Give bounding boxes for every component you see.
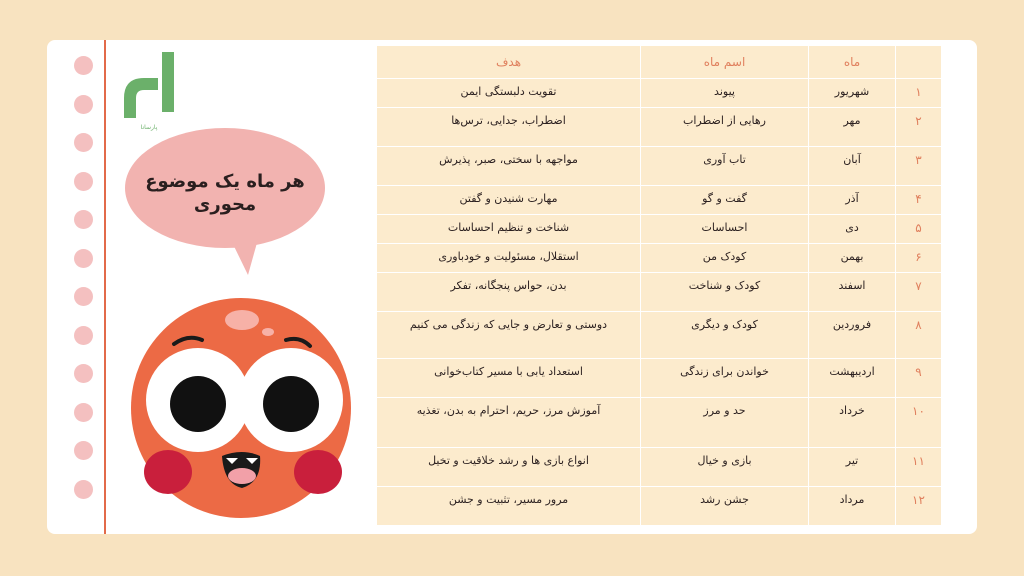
notebook-rings xyxy=(74,56,94,526)
table-row xyxy=(377,447,942,486)
table-row xyxy=(377,486,942,525)
notebook-ring xyxy=(74,210,93,229)
row-goal: دوستی و تعارض و جایی که زندگی می کنیم xyxy=(377,311,641,358)
row-month-name: کودک و دیگری xyxy=(641,311,809,358)
notebook-ring xyxy=(74,441,93,460)
table-row xyxy=(377,359,942,398)
row-number: ۹ xyxy=(896,359,942,398)
table-row xyxy=(377,243,942,272)
row-month-name: بازی و خیال xyxy=(641,447,809,486)
notebook-ring xyxy=(74,172,93,191)
row-goal: مواجهه با سختی، صبر، پذیرش xyxy=(377,146,641,185)
row-number: ۱ xyxy=(896,79,942,108)
row-month: اردیبهشت xyxy=(809,359,896,398)
notebook-ring xyxy=(74,133,93,152)
row-month: اسفند xyxy=(809,272,896,311)
row-month-name: کودک من xyxy=(641,243,809,272)
speech-bubble-text xyxy=(130,170,320,216)
table-row xyxy=(377,214,942,243)
notebook-ring xyxy=(74,326,93,345)
bubble-line-2: محوری xyxy=(193,194,257,215)
row-month: آذر xyxy=(809,186,896,215)
row-month-name: جشن رشد xyxy=(641,486,809,525)
row-goal: بدن، حواس پنجگانه، تفکر xyxy=(377,272,641,311)
row-goal: آموزش مرز، حریم، احترام به بدن، تغذیه xyxy=(377,398,641,447)
row-number: ۷ xyxy=(896,272,942,311)
row-goal: تقویت دلبستگی ایمن xyxy=(377,79,641,108)
row-number: ۵ xyxy=(896,214,942,243)
row-month: آبان xyxy=(809,146,896,185)
header-month: ماه xyxy=(809,46,896,79)
row-goal: انواع بازی ها و رشد خلاقیت و تخیل xyxy=(377,447,641,486)
row-number: ۱۰ xyxy=(896,398,942,447)
header-goal: هدف xyxy=(377,46,641,79)
notebook-ring xyxy=(74,56,93,75)
row-month-name: کودک و شناخت xyxy=(641,272,809,311)
row-goal: شناخت و تنظیم احساسات xyxy=(377,214,641,243)
notebook-ring xyxy=(74,95,93,114)
table-row xyxy=(377,272,942,311)
row-number: ۳ xyxy=(896,146,942,185)
row-month-name: گفت و گو xyxy=(641,186,809,215)
header-number xyxy=(896,46,942,79)
notebook-ring xyxy=(74,287,93,306)
notebook-ring xyxy=(74,480,93,499)
row-goal: مهارت شنیدن و گفتن xyxy=(377,186,641,215)
row-goal: استقلال، مسئولیت و خودباوری xyxy=(377,243,641,272)
row-month: مرداد xyxy=(809,486,896,525)
notebook-ring xyxy=(74,249,93,268)
row-month: خرداد xyxy=(809,398,896,447)
table-row xyxy=(377,107,942,146)
mascot-face xyxy=(126,296,356,520)
margin-line xyxy=(104,40,106,534)
row-number: ۸ xyxy=(896,311,942,358)
row-month-name: حد و مرز xyxy=(641,398,809,447)
notebook-ring xyxy=(74,403,93,422)
row-goal: استعداد یابی با مسیر کتاب‌خوانی xyxy=(377,359,641,398)
row-month: مهر xyxy=(809,107,896,146)
table-row xyxy=(377,311,942,358)
row-month: تیر xyxy=(809,447,896,486)
row-number: ۱۱ xyxy=(896,447,942,486)
monthly-topics-table xyxy=(376,45,942,526)
row-month: شهریور xyxy=(809,79,896,108)
table-row xyxy=(377,146,942,185)
row-number: ۴ xyxy=(896,186,942,215)
table-header-row xyxy=(377,46,942,79)
table-row xyxy=(377,79,942,108)
row-month-name: رهایی از اضطراب xyxy=(641,107,809,146)
notebook-ring xyxy=(74,364,93,383)
row-month-name: احساسات xyxy=(641,214,809,243)
row-month-name: خواندن برای زندگی xyxy=(641,359,809,398)
row-month-name: پیوند xyxy=(641,79,809,108)
monthly-topics-table-container xyxy=(376,45,942,526)
row-number: ۲ xyxy=(896,107,942,146)
row-number: ۱۲ xyxy=(896,486,942,525)
header-month-name: اسم ماه xyxy=(641,46,809,79)
table-row xyxy=(377,398,942,447)
row-month: بهمن xyxy=(809,243,896,272)
row-month: دی xyxy=(809,214,896,243)
bubble-line-1: هر ماه یک موضوع xyxy=(145,171,305,192)
table-row xyxy=(377,186,942,215)
logo-caption: پارسانا xyxy=(140,124,158,131)
row-number: ۶ xyxy=(896,243,942,272)
row-month: فروردین xyxy=(809,311,896,358)
row-month-name: تاب آوری xyxy=(641,146,809,185)
row-goal: اضطراب، جدایی، ترس‌ها xyxy=(377,107,641,146)
row-goal: مرور مسیر، تثبیت و جشن xyxy=(377,486,641,525)
